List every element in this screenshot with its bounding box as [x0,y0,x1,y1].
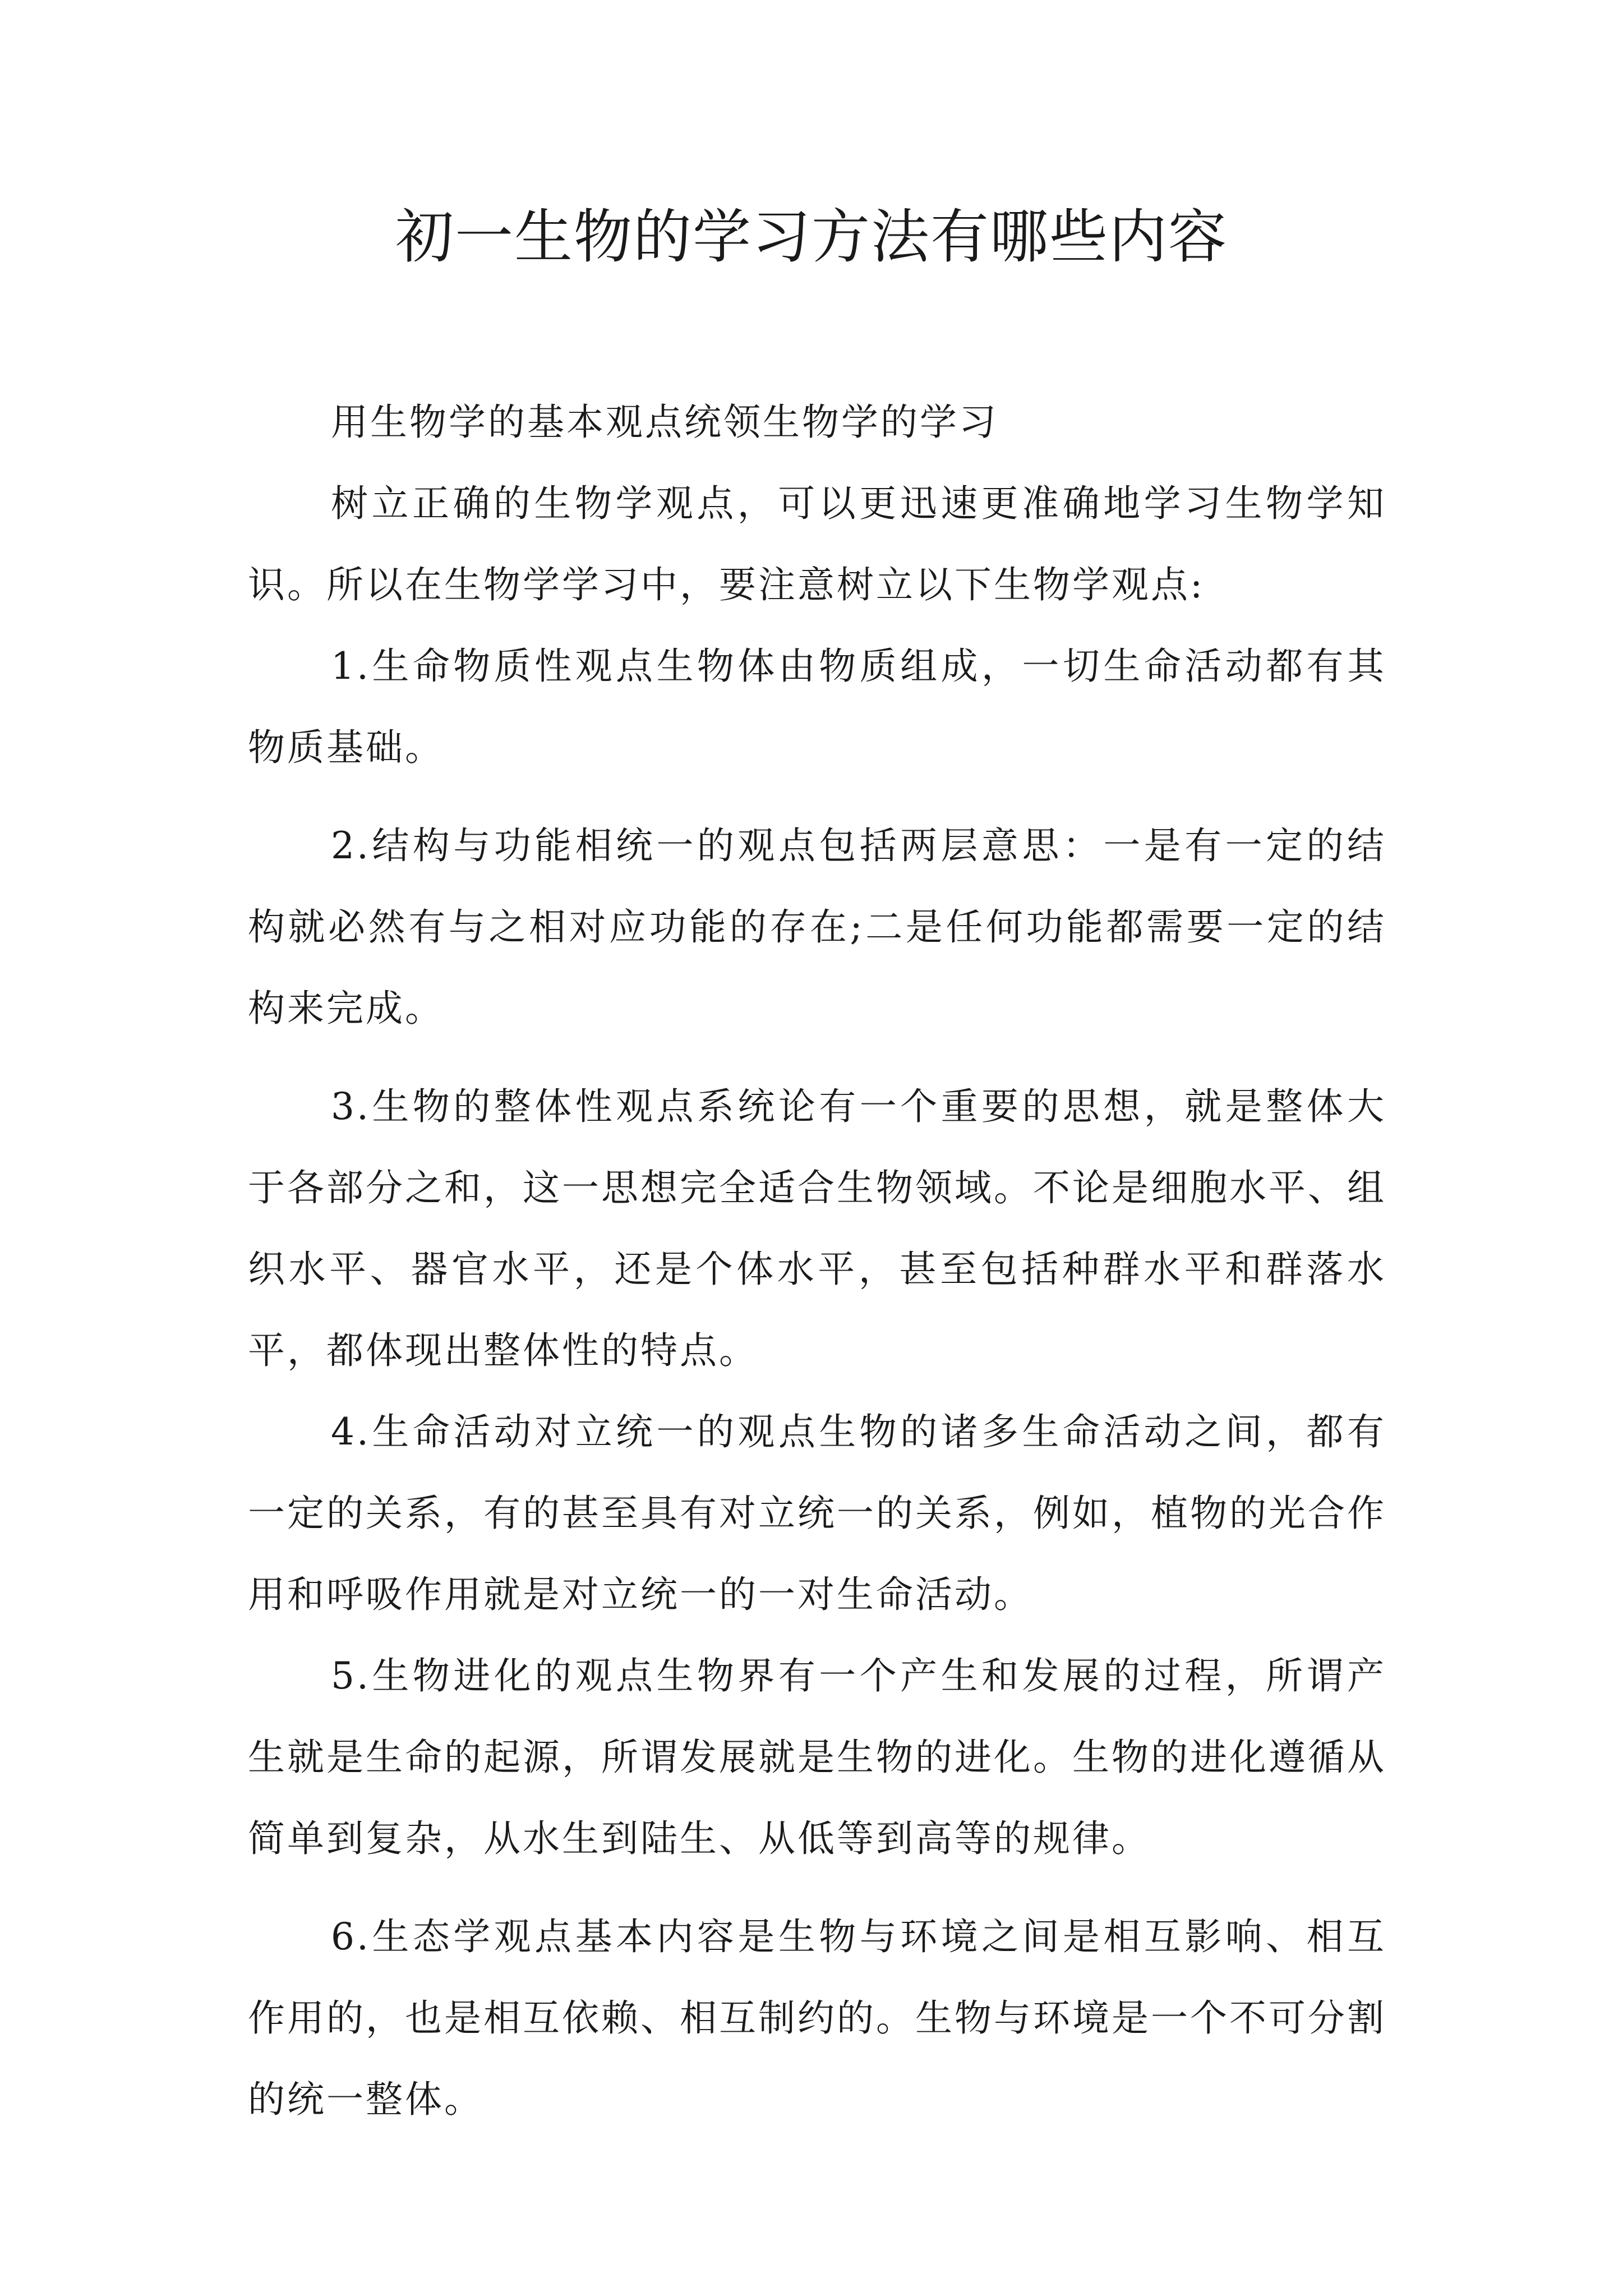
paragraph-intro: 树立正确的生物学观点，可以更迅速更准确地学习生物学知识。所以在生物学学习中，要注意树立以下生物学观点: [248,482,1386,606]
paragraph-point-5: 5.生物进化的观点生物界有一个产生和发展的过程，所谓产生就是生命的起源，所谓发展就是生物的进化。生物的进化遵循从简单到复杂，从水生到陆生、从低等到高等的规律。 [248,1654,1386,1860]
paragraph-point-2: 2.结构与功能相统一的观点包括两层意思：一是有一定的结构就必然有与之相对应功能的存在;二是任何功能都需要一定的结构来完成。 [248,824,1386,1030]
paragraph-heading: 用生物学的基本观点统领生物学的学习 [331,401,998,444]
document-title: 初一生物的学习方法有哪些内容 [395,203,1228,271]
document-body [248,381,1386,2140]
paragraph-point-1: 1.生命物质性观点生物体由物质组成，一切生命活动都有其物质基础。 [248,645,1386,769]
paragraph-point-3: 3.生物的整体性观点系统论有一个重要的思想，就是整体大于各部分之和，这一思想完全适合生物领域。不论是细胞水平、组织水平、器官水平，还是个体水平，甚至包括种群水平和群落水平，都体现出整体性的特点。 [248,1085,1386,1372]
paragraph-point-6: 6.生态学观点基本内容是生物与环境之间是相互影响、相互作用的，也是相互依赖、相互制约的。生物与环境是一个不可分割的统一整体。 [248,1915,1386,2121]
paragraph-point-4: 4.生命活动对立统一的观点生物的诸多生命活动之间，都有一定的关系，有的甚至具有对立统一的关系，例如，植物的光合作用和呼吸作用就是对立统一的一对生命活动。 [248,1410,1386,1616]
